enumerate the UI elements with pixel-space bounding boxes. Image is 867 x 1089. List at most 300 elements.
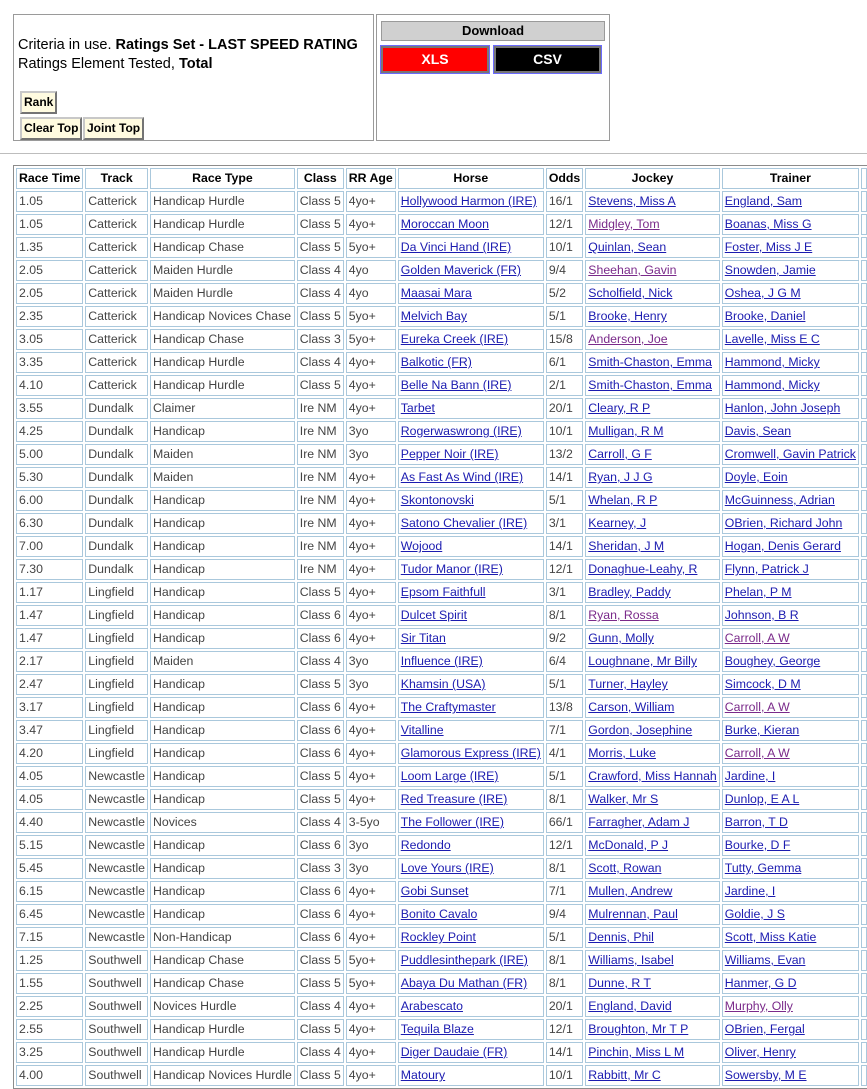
trainer-link[interactable]: Barron, T D — [724, 815, 788, 829]
jockey-link[interactable]: Walker, Mr S — [588, 792, 659, 806]
cell-track: Lingfield — [85, 697, 148, 718]
cell-rr-age: 3yo — [346, 444, 396, 465]
horse-link[interactable]: Balkotic (FR) — [400, 355, 472, 369]
cell-trainer — [722, 674, 859, 695]
trainer-link[interactable]: Scott, Miss Katie — [724, 930, 817, 944]
horse-link[interactable]: Moroccan Moon — [400, 217, 489, 231]
trainer-link[interactable]: Williams, Evan — [724, 953, 806, 967]
download-panel — [376, 14, 610, 141]
jockey-link[interactable]: Donaghue-Leahy, R — [588, 562, 698, 576]
trainer-link[interactable]: Brooke, Daniel — [724, 309, 806, 323]
jockey-link[interactable]: Ryan, Rossa — [588, 608, 659, 622]
jockey-link[interactable]: Whelan, R P — [588, 493, 658, 507]
jockey-link[interactable]: Rabbitt, Mr C — [588, 1068, 661, 1082]
races-table — [13, 165, 867, 1089]
cell-track: Dundalk — [85, 444, 148, 465]
cell-horse — [398, 973, 544, 994]
cell-race-type: Handicap — [150, 628, 295, 649]
cell-trainer — [722, 835, 859, 856]
cell-trainer — [722, 904, 859, 925]
cell-track: Catterick — [85, 352, 148, 373]
cell-horse — [398, 1019, 544, 1040]
cell-track: Catterick — [85, 283, 148, 304]
cell-trainer — [722, 651, 859, 672]
cell-overflow-column — [861, 283, 867, 304]
cell-race-time: 5.15 — [16, 835, 83, 856]
cell-overflow-column — [861, 582, 867, 603]
horse-link[interactable]: Tequila Blaze — [400, 1022, 474, 1036]
horse-link[interactable]: Wojood — [400, 539, 443, 553]
trainer-link[interactable]: Lavelle, Miss E C — [724, 332, 820, 346]
cell-horse — [398, 720, 544, 741]
cell-trainer — [722, 927, 859, 948]
cell-horse — [398, 789, 544, 810]
header-race-type: Race Type — [150, 168, 295, 189]
trainer-link[interactable]: Snowden, Jamie — [724, 263, 816, 277]
cell-odds: 6/1 — [546, 352, 583, 373]
cell-jockey — [585, 421, 719, 442]
horse-link[interactable]: Arabescato — [400, 999, 463, 1013]
jockey-link[interactable]: Bradley, Paddy — [588, 585, 671, 599]
jockey-link[interactable]: Carroll, G F — [588, 447, 652, 461]
trainer-link[interactable]: Phelan, P M — [724, 585, 792, 599]
cell-track: Dundalk — [85, 421, 148, 442]
cell-overflow-column — [861, 237, 867, 258]
cell-horse — [398, 1065, 544, 1086]
cell-track: Southwell — [85, 1065, 148, 1086]
cell-odds: 10/1 — [546, 237, 583, 258]
header-horse: Horse — [398, 168, 544, 189]
cell-overflow-column — [861, 1042, 867, 1063]
table-row — [16, 444, 867, 465]
cell-race-type: Handicap Hurdle — [150, 1042, 295, 1063]
trainer-link[interactable]: Goldie, J S — [724, 907, 785, 921]
cell-track: Southwell — [85, 973, 148, 994]
cell-race-time: 4.10 — [16, 375, 83, 396]
jockey-link[interactable]: Morris, Luke — [588, 746, 656, 760]
trainer-link[interactable]: Dunlop, E A L — [724, 792, 800, 806]
trainer-link[interactable]: Johnson, B R — [724, 608, 799, 622]
horse-link[interactable]: The Follower (IRE) — [400, 815, 504, 829]
cell-horse — [398, 1042, 544, 1063]
cell-odds: 8/1 — [546, 973, 583, 994]
cell-odds: 20/1 — [546, 996, 583, 1017]
cell-horse — [398, 490, 544, 511]
trainer-link[interactable]: Doyle, Eoin — [724, 470, 788, 484]
trainer-link[interactable]: Hogan, Denis Gerard — [724, 539, 841, 553]
cell-overflow-column — [861, 1065, 867, 1086]
horse-link[interactable]: Epsom Faithfull — [400, 585, 486, 599]
table-row — [16, 789, 867, 810]
table-row — [16, 352, 867, 373]
horse-link[interactable]: Maasai Mara — [400, 286, 472, 300]
cell-odds: 5/1 — [546, 490, 583, 511]
cell-odds: 12/1 — [546, 559, 583, 580]
cell-class: Ire NM — [297, 444, 344, 465]
jockey-link[interactable]: McDonald, P J — [588, 838, 669, 852]
cell-class: Class 5 — [297, 1019, 344, 1040]
clear-top-button[interactable]: Clear Top — [20, 117, 82, 140]
jockey-link[interactable]: Brooke, Henry — [588, 309, 667, 323]
cell-race-time: 3.35 — [16, 352, 83, 373]
table-header-row — [16, 168, 867, 189]
jockey-link[interactable]: Gunn, Molly — [588, 631, 654, 645]
cell-odds: 5/1 — [546, 306, 583, 327]
horse-link[interactable]: Belle Na Bann (IRE) — [400, 378, 512, 392]
cell-class: Class 5 — [297, 214, 344, 235]
trainer-link[interactable]: Oliver, Henry — [724, 1045, 796, 1059]
cell-race-time: 6.15 — [16, 881, 83, 902]
jockey-link[interactable]: Smith-Chaston, Emma — [588, 355, 712, 369]
cell-jockey — [585, 743, 719, 764]
trainer-link[interactable]: Carroll, A W — [724, 631, 790, 645]
jockey-link[interactable]: Turner, Hayley — [588, 677, 668, 691]
cell-horse — [398, 950, 544, 971]
horse-link[interactable]: The Craftymaster — [400, 700, 496, 714]
cell-trainer — [722, 490, 859, 511]
horse-link[interactable]: Loom Large (IRE) — [400, 769, 499, 783]
trainer-link[interactable]: Burke, Kieran — [724, 723, 800, 737]
trainer-link[interactable]: Carroll, A W — [724, 746, 790, 760]
cell-odds: 8/1 — [546, 605, 583, 626]
cell-race-time: 1.17 — [16, 582, 83, 603]
horse-link[interactable]: Rockley Point — [400, 930, 476, 944]
cell-trainer — [722, 789, 859, 810]
cell-rr-age: 3yo — [346, 858, 396, 879]
cell-overflow-column — [861, 1019, 867, 1040]
cell-overflow-column — [861, 674, 867, 695]
jockey-link[interactable]: Midgley, Tom — [588, 217, 660, 231]
header-trainer: Trainer — [722, 168, 859, 189]
cell-odds: 9/4 — [546, 260, 583, 281]
trainer-link[interactable]: Carroll, A W — [724, 700, 790, 714]
cell-class: Class 4 — [297, 260, 344, 281]
trainer-link[interactable]: Tutty, Gemma — [724, 861, 802, 875]
jockey-link[interactable]: Smith-Chaston, Emma — [588, 378, 712, 392]
cell-odds: 14/1 — [546, 467, 583, 488]
horse-link[interactable]: Abaya Du Mathan (FR) — [400, 976, 528, 990]
cell-overflow-column — [861, 536, 867, 557]
jockey-link[interactable]: Carson, William — [588, 700, 675, 714]
cell-race-time: 1.55 — [16, 973, 83, 994]
cell-race-time: 2.55 — [16, 1019, 83, 1040]
cell-trainer — [722, 720, 859, 741]
cell-jockey — [585, 720, 719, 741]
cell-jockey — [585, 904, 719, 925]
cell-overflow-column — [861, 697, 867, 718]
cell-horse — [398, 881, 544, 902]
trainer-link[interactable]: Hanlon, John Joseph — [724, 401, 841, 415]
jockey-link[interactable]: Dennis, Phil — [588, 930, 654, 944]
horse-link[interactable]: Love Yours (IRE) — [400, 861, 494, 875]
jockey-link[interactable]: Pinchin, Miss L M — [588, 1045, 685, 1059]
cell-jockey — [585, 352, 719, 373]
cell-overflow-column — [861, 927, 867, 948]
cell-track: Lingfield — [85, 743, 148, 764]
cell-odds: 9/2 — [546, 628, 583, 649]
cell-track: Newcastle — [85, 789, 148, 810]
cell-horse — [398, 306, 544, 327]
cell-trainer — [722, 260, 859, 281]
trainer-link[interactable]: Flynn, Patrick J — [724, 562, 809, 576]
cell-class: Class 6 — [297, 743, 344, 764]
jockey-link[interactable]: Mullen, Andrew — [588, 884, 673, 898]
horse-link[interactable]: Sir Titan — [400, 631, 446, 645]
horse-link[interactable]: Pepper Noir (IRE) — [400, 447, 499, 461]
cell-race-time: 7.30 — [16, 559, 83, 580]
trainer-link[interactable]: Murphy, Olly — [724, 999, 793, 1013]
cell-trainer — [722, 306, 859, 327]
cell-race-type: Maiden — [150, 467, 295, 488]
horse-link[interactable]: Da Vinci Hand (IRE) — [400, 240, 512, 254]
table-row — [16, 421, 867, 442]
cell-class: Ire NM — [297, 421, 344, 442]
trainer-link[interactable]: OBrien, Fergal — [724, 1022, 805, 1036]
cell-race-type: Handicap Hurdle — [150, 375, 295, 396]
cell-track: Catterick — [85, 260, 148, 281]
cell-trainer — [722, 697, 859, 718]
cell-race-time: 2.47 — [16, 674, 83, 695]
cell-rr-age: 4yo+ — [346, 536, 396, 557]
cell-rr-age: 4yo+ — [346, 582, 396, 603]
horse-link[interactable]: Matoury — [400, 1068, 446, 1082]
cell-race-time: 4.40 — [16, 812, 83, 833]
cell-rr-age: 3yo — [346, 674, 396, 695]
jockey-link[interactable]: Quinlan, Sean — [588, 240, 667, 254]
cell-horse — [398, 214, 544, 235]
cell-race-time: 1.47 — [16, 605, 83, 626]
cell-horse — [398, 927, 544, 948]
cell-track: Dundalk — [85, 467, 148, 488]
cell-odds: 12/1 — [546, 835, 583, 856]
table-row — [16, 191, 867, 212]
section-divider — [0, 153, 867, 154]
cell-trainer — [722, 352, 859, 373]
cell-horse — [398, 283, 544, 304]
jockey-link[interactable]: Sheridan, J M — [588, 539, 665, 553]
cell-jockey — [585, 191, 719, 212]
trainer-link[interactable]: Bourke, D F — [724, 838, 791, 852]
rank-button[interactable]: Rank — [20, 91, 57, 114]
cell-race-time: 2.17 — [16, 651, 83, 672]
horse-link[interactable]: Glamorous Express (IRE) — [400, 746, 541, 760]
horse-link[interactable]: Influence (IRE) — [400, 654, 483, 668]
cell-class: Ire NM — [297, 398, 344, 419]
cell-overflow-column — [861, 191, 867, 212]
cell-overflow-column — [861, 835, 867, 856]
trainer-link[interactable]: Hanmer, G D — [724, 976, 797, 990]
cell-class: Class 5 — [297, 306, 344, 327]
cell-class: Class 5 — [297, 375, 344, 396]
jockey-link[interactable]: Sheehan, Gavin — [588, 263, 677, 277]
jockey-link[interactable]: England, David — [588, 999, 672, 1013]
cell-class: Class 5 — [297, 950, 344, 971]
cell-trainer — [722, 237, 859, 258]
cell-jockey — [585, 490, 719, 511]
jockey-link[interactable]: Kearney, J — [588, 516, 647, 530]
joint-top-button[interactable]: Joint Top — [83, 117, 144, 140]
cell-race-time: 7.15 — [16, 927, 83, 948]
cell-race-time: 7.00 — [16, 536, 83, 557]
horse-link[interactable]: Tudor Manor (IRE) — [400, 562, 503, 576]
cell-track: Lingfield — [85, 605, 148, 626]
cell-class: Ire NM — [297, 559, 344, 580]
cell-odds: 2/1 — [546, 375, 583, 396]
trainer-link[interactable]: Oshea, J G M — [724, 286, 801, 300]
jockey-link[interactable]: Gordon, Josephine — [588, 723, 693, 737]
cell-rr-age: 5yo+ — [346, 237, 396, 258]
horse-link[interactable]: As Fast As Wind (IRE) — [400, 470, 524, 484]
trainer-link[interactable]: Foster, Miss J E — [724, 240, 813, 254]
cell-horse — [398, 605, 544, 626]
horse-link[interactable]: Hollywood Harmon (IRE) — [400, 194, 537, 208]
horse-link[interactable]: Diger Daudaie (FR) — [400, 1045, 508, 1059]
horse-link[interactable]: Gobi Sunset — [400, 884, 469, 898]
horse-link[interactable]: Khamsin (USA) — [400, 677, 486, 691]
jockey-link[interactable]: Williams, Isabel — [588, 953, 674, 967]
cell-trainer — [722, 766, 859, 787]
criteria-panel — [13, 14, 374, 141]
jockey-link[interactable]: Mulligan, R M — [588, 424, 664, 438]
jockey-link[interactable]: Scott, Rowan — [588, 861, 662, 875]
trainer-link[interactable]: Davis, Sean — [724, 424, 792, 438]
jockey-link[interactable]: Anderson, Joe — [588, 332, 668, 346]
cell-jockey — [585, 306, 719, 327]
horse-link[interactable]: Bonito Cavalo — [400, 907, 478, 921]
table-row — [16, 237, 867, 258]
header-odds: Odds — [546, 168, 583, 189]
jockey-link[interactable]: Broughton, Mr T P — [588, 1022, 689, 1036]
cell-rr-age: 4yo+ — [346, 766, 396, 787]
cell-overflow-column — [861, 467, 867, 488]
cell-overflow-column — [861, 214, 867, 235]
cell-class: Class 6 — [297, 881, 344, 902]
cell-trainer — [722, 1042, 859, 1063]
cell-overflow-column — [861, 421, 867, 442]
cell-trainer — [722, 329, 859, 350]
jockey-link[interactable]: Ryan, J J G — [588, 470, 653, 484]
cell-race-type: Handicap — [150, 743, 295, 764]
horse-link[interactable]: Puddlesinthepark (IRE) — [400, 953, 528, 967]
table-row — [16, 996, 867, 1017]
cell-horse — [398, 743, 544, 764]
table-row — [16, 674, 867, 695]
cell-race-type: Handicap Hurdle — [150, 352, 295, 373]
cell-track: Lingfield — [85, 582, 148, 603]
cell-track: Catterick — [85, 375, 148, 396]
cell-jockey — [585, 375, 719, 396]
header-jockey: Jockey — [585, 168, 719, 189]
cell-rr-age: 4yo+ — [346, 352, 396, 373]
horse-link[interactable]: Red Treasure (IRE) — [400, 792, 508, 806]
cell-class: Class 5 — [297, 1065, 344, 1086]
horse-link[interactable]: Tarbet — [400, 401, 435, 415]
cell-overflow-column — [861, 352, 867, 373]
cell-trainer — [722, 375, 859, 396]
jockey-link[interactable]: Mulrennan, Paul — [588, 907, 678, 921]
cell-odds: 15/8 — [546, 329, 583, 350]
jockey-link[interactable]: Farragher, Adam J — [588, 815, 690, 829]
horse-link[interactable]: Skontonovski — [400, 493, 474, 507]
jockey-link[interactable]: Dunne, R T — [588, 976, 651, 990]
cell-race-time: 2.25 — [16, 996, 83, 1017]
table-row — [16, 927, 867, 948]
horse-link[interactable]: Vitalline — [400, 723, 444, 737]
cell-class: Class 4 — [297, 996, 344, 1017]
cell-track: Newcastle — [85, 766, 148, 787]
cell-race-type: Maiden — [150, 651, 295, 672]
cell-class: Class 3 — [297, 329, 344, 350]
table-row — [16, 697, 867, 718]
horse-link[interactable]: Dulcet Spirit — [400, 608, 468, 622]
jockey-link[interactable]: Loughnane, Mr Billy — [588, 654, 697, 668]
cell-odds: 5/1 — [546, 766, 583, 787]
trainer-link[interactable]: McGuinness, Adrian — [724, 493, 835, 507]
horse-link[interactable]: Eureka Creek (IRE) — [400, 332, 509, 346]
cell-race-type: Handicap Hurdle — [150, 214, 295, 235]
cell-overflow-column — [861, 812, 867, 833]
cell-class: Class 5 — [297, 674, 344, 695]
horse-link[interactable]: Rogerwaswrong (IRE) — [400, 424, 522, 438]
horse-link[interactable]: Golden Maverick (FR) — [400, 263, 522, 277]
cell-jockey — [585, 1065, 719, 1086]
cell-track: Dundalk — [85, 559, 148, 580]
cell-race-time: 3.05 — [16, 329, 83, 350]
jockey-link[interactable]: Stevens, Miss A — [588, 194, 676, 208]
cell-horse — [398, 697, 544, 718]
trainer-link[interactable]: Jardine, I — [724, 769, 776, 783]
horse-link[interactable]: Melvich Bay — [400, 309, 468, 323]
cell-jockey — [585, 444, 719, 465]
horse-link[interactable]: Satono Chevalier (IRE) — [400, 516, 528, 530]
cell-track: Newcastle — [85, 858, 148, 879]
cell-race-type: Handicap Hurdle — [150, 191, 295, 212]
cell-odds: 10/1 — [546, 421, 583, 442]
cell-odds: 3/1 — [546, 582, 583, 603]
cell-horse — [398, 536, 544, 557]
cell-trainer — [722, 398, 859, 419]
horse-link[interactable]: Redondo — [400, 838, 451, 852]
trainer-link[interactable]: Hammond, Micky — [724, 355, 820, 369]
cell-trainer — [722, 858, 859, 879]
cell-race-time: 4.20 — [16, 743, 83, 764]
cell-rr-age: 4yo+ — [346, 467, 396, 488]
trainer-link[interactable]: Jardine, I — [724, 884, 776, 898]
csv-download-button[interactable]: CSV — [494, 46, 601, 73]
cell-odds: 20/1 — [546, 398, 583, 419]
trainer-link[interactable]: Sowersby, M E — [724, 1068, 807, 1082]
jockey-link[interactable]: Cleary, R P — [588, 401, 651, 415]
jockey-link[interactable]: Crawford, Miss Hannah — [588, 769, 717, 783]
xls-download-button[interactable]: XLS — [381, 46, 489, 73]
table-row — [16, 329, 867, 350]
trainer-link[interactable]: Boughey, George — [724, 654, 821, 668]
trainer-link[interactable]: Hammond, Micky — [724, 378, 820, 392]
cell-class: Class 6 — [297, 927, 344, 948]
cell-rr-age: 4yo+ — [346, 490, 396, 511]
cell-rr-age: 5yo+ — [346, 329, 396, 350]
cell-race-type: Handicap Chase — [150, 237, 295, 258]
trainer-link[interactable]: Simcock, D M — [724, 677, 801, 691]
trainer-link[interactable]: England, Sam — [724, 194, 803, 208]
cell-overflow-column — [861, 260, 867, 281]
trainer-link[interactable]: OBrien, Richard John — [724, 516, 843, 530]
cell-rr-age: 3yo — [346, 835, 396, 856]
cell-jockey — [585, 536, 719, 557]
trainer-link[interactable]: Cromwell, Gavin Patrick — [724, 447, 856, 461]
trainer-link[interactable]: Boanas, Miss G — [724, 217, 812, 231]
jockey-link[interactable]: Scholfield, Nick — [588, 286, 673, 300]
